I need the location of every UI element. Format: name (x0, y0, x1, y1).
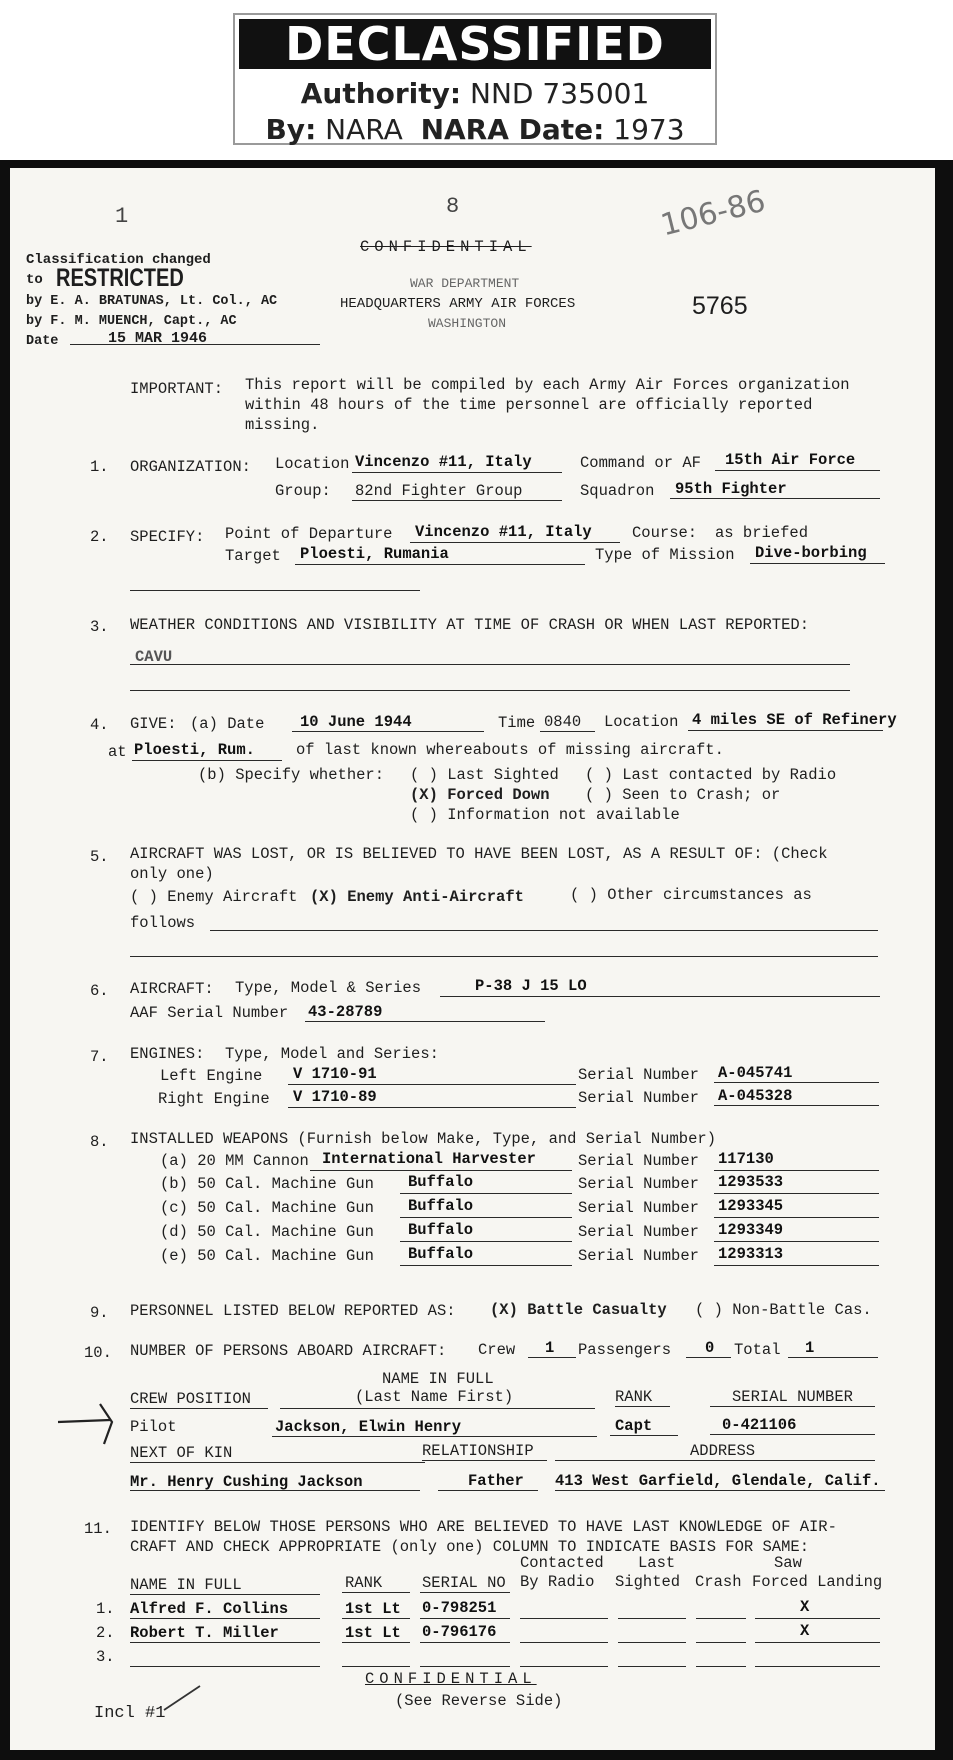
row-serial-line (420, 1618, 510, 1619)
hq-army-air-forces: HEADQUARTERS ARMY AIR FORCES (340, 296, 576, 312)
s10-nok-line (130, 1490, 420, 1491)
s4-at-value: Ploesti, Rum. (134, 741, 255, 759)
s3-line-2 (130, 690, 850, 691)
s11-h-saw: Saw (774, 1554, 802, 1572)
s3-line-1 (130, 664, 850, 665)
s10-total-label: Total (734, 1341, 781, 1359)
s7-right-serial: A-045328 (718, 1087, 793, 1105)
s5-follows: follows (130, 914, 196, 932)
s7-label: ENGINES: (130, 1045, 205, 1063)
weapon-label: (e) 50 Cal. Machine Gun (160, 1247, 374, 1265)
see-reverse-side: (See Reverse Side) (395, 1692, 563, 1710)
s4-time-line (540, 731, 595, 732)
s10-h-rank: RANK (615, 1388, 653, 1406)
s10-name: Jackson, Elwin Henry (275, 1418, 462, 1436)
s10-h-position-line (130, 1408, 268, 1409)
weapon-serial: 1293533 (718, 1173, 784, 1191)
s7-right-label: Right Engine (158, 1090, 270, 1108)
s10-position: Pilot (130, 1418, 177, 1436)
s10-h-name-2: (Last Name First) (355, 1388, 514, 1406)
row-crash-line (696, 1642, 746, 1643)
weapon-make-line (400, 1265, 572, 1266)
weapon-row (10, 1199, 935, 1223)
weapon-serial-line (714, 1241, 879, 1242)
row-rank-line (342, 1666, 410, 1667)
s10-passengers-line (686, 1357, 731, 1358)
row-rank-line (342, 1642, 410, 1643)
s4-give-label: GIVE: (130, 715, 177, 733)
s10-h-name-1: NAME IN FULL (382, 1370, 494, 1388)
row-serial: 0-796176 (422, 1623, 497, 1641)
s2-departure: Vincenzo #11, Italy (415, 523, 592, 541)
s1-group: 82nd Fighter Group (355, 482, 523, 500)
weapon-row (10, 1175, 935, 1199)
s1-group-label: Group: (275, 482, 331, 500)
weapon-serial: 117130 (718, 1150, 774, 1168)
s1-group-line (352, 500, 562, 501)
weapon-label: (b) 50 Cal. Machine Gun (160, 1175, 374, 1193)
row-radio-line (520, 1666, 608, 1667)
s7-left-label: Left Engine (160, 1067, 263, 1085)
row-forced-line (755, 1666, 880, 1667)
weapon-row (10, 1247, 935, 1271)
s5-follows-line (210, 930, 878, 931)
row-rank: 1st Lt (345, 1624, 401, 1642)
confidential-footer: CONFIDENTIAL (365, 1670, 537, 1688)
washington: WASHINGTON (428, 316, 507, 331)
confidential-header: CONFIDENTIAL (360, 238, 532, 256)
table-row (10, 1600, 935, 1624)
reclass-date-label: Date (26, 334, 59, 349)
s4-date: 10 June 1944 (300, 713, 412, 731)
row-sighted-line (618, 1618, 686, 1619)
s1-command-label: Command or AF (580, 454, 701, 472)
s2-target-line (295, 564, 585, 565)
row-name-line (130, 1618, 320, 1619)
weapon-label: (c) 50 Cal. Machine Gun (160, 1199, 374, 1217)
s4-location-label: Location (604, 713, 679, 731)
s2-mission-line (750, 563, 885, 564)
weapon-serial-label: Serial Number (578, 1152, 699, 1170)
s11-h-radio: By Radio (520, 1573, 595, 1591)
pen-check-mark (50, 1398, 140, 1448)
s4-at-label: at (108, 743, 127, 761)
reclass-date: 15 MAR 1946 (108, 330, 208, 347)
s4-location-line (688, 730, 883, 731)
declassified-stamp (233, 13, 717, 145)
weapon-serial: 1293345 (718, 1197, 784, 1215)
weapon-make: Buffalo (408, 1221, 474, 1239)
weapon-make: Buffalo (408, 1173, 474, 1191)
s6-num: 6. (90, 982, 109, 1000)
s4-opt-seen-crash: ( ) Seen to Crash; or (585, 786, 781, 804)
stamp-by-label: By: (265, 113, 317, 146)
s10-nok-header-line (130, 1462, 425, 1463)
s11-h-crash: Crash (695, 1573, 742, 1591)
s5-opt-anti-aircraft: (X) Enemy Anti-Aircraft (310, 888, 524, 906)
s10-nok-label: NEXT OF KIN (130, 1444, 233, 1462)
weapon-make-line (400, 1217, 572, 1218)
s1-location-label: Location (275, 455, 350, 473)
s1-squadron: 95th Fighter (675, 480, 787, 498)
s2-label: SPECIFY: (130, 528, 205, 546)
s4-opt-not-available: ( ) Information not available (410, 806, 680, 824)
war-department: WAR DEPARTMENT (410, 276, 520, 291)
s11-h-last: Last (638, 1554, 676, 1572)
s9-num: 9. (90, 1304, 109, 1322)
s5-line-extra (130, 956, 878, 957)
s4-specify-label: (b) Specify whether: (198, 766, 385, 784)
s8-label: INSTALLED WEAPONS (Furnish below Make, Type, and Serial Number) (130, 1130, 716, 1148)
s1-label: ORGANIZATION: (130, 458, 251, 476)
s11-h-forced: Forced Landing (752, 1573, 883, 1591)
weapon-make: Buffalo (408, 1197, 474, 1215)
weapon-label: (a) 20 MM Cannon (160, 1152, 309, 1170)
s10-relationship: Father (468, 1472, 524, 1490)
s9-text: PERSONNEL LISTED BELOW REPORTED AS: (130, 1302, 456, 1320)
s11-h-contacted: Contacted (520, 1554, 604, 1572)
weapon-serial-line (714, 1170, 879, 1171)
s4-date-line (292, 731, 484, 732)
inclosure-label: Incl #1 (94, 1704, 166, 1723)
s6-serial: 43-28789 (308, 1003, 383, 1021)
s10-h-position: CREW POSITION (130, 1390, 251, 1408)
row-name-line (130, 1666, 320, 1667)
row-crash-line (696, 1618, 746, 1619)
s10-crew-label: Crew (478, 1341, 516, 1359)
s1-squadron-line (670, 498, 880, 499)
s4-opt-forced-down: (X) Forced Down (410, 786, 550, 804)
s10-label: NUMBER OF PERSONS ABOARD AIRCRAFT: (130, 1342, 447, 1360)
weapon-make-line (400, 1193, 572, 1194)
s4-date-label: (a) Date (190, 715, 265, 733)
s6-label: AIRCRAFT: (130, 980, 214, 998)
important-line-3: missing. (245, 416, 320, 434)
s11-line-1: IDENTIFY BELOW THOSE PERSONS WHO ARE BELIEVED TO HAVE LAST KNOWLEDGE OF AIR- (130, 1518, 837, 1536)
s7-right: V 1710-89 (293, 1088, 377, 1106)
weapon-make: International Harvester (322, 1150, 536, 1168)
stamp-by-line (235, 113, 715, 146)
s11-h-serial: SERIAL NO (422, 1574, 506, 1592)
s6-serial-label: AAF Serial Number (130, 1004, 289, 1022)
row-rank-line (342, 1618, 410, 1619)
s5-opt-other: ( ) Other circumstances as (570, 886, 812, 904)
s1-location: Vincenzo #11, Italy (355, 453, 532, 471)
s5-line-1: AIRCRAFT WAS LOST, OR IS BELIEVED TO HAVE BEEN LOST, AS A RESULT OF: (Check (130, 845, 828, 863)
s2-departure-line (410, 542, 620, 543)
weapon-serial-line (714, 1265, 879, 1266)
s5-opt-enemy-aircraft: ( ) Enemy Aircraft (130, 888, 298, 906)
s7-left-serial: A-045741 (718, 1064, 793, 1082)
restricted-stamp: RESTRICTED (56, 264, 184, 292)
s10-total: 1 (805, 1339, 815, 1357)
row-rank: 1st Lt (345, 1600, 401, 1618)
s7-right-line (288, 1107, 576, 1108)
row-radio-line (520, 1618, 608, 1619)
s2-departure-label: Point of Departure (225, 525, 393, 543)
s7-left-line (288, 1084, 576, 1085)
s11-h-name: NAME IN FULL (130, 1576, 242, 1594)
s7-left: V 1710-91 (293, 1065, 377, 1083)
row-serial-line (420, 1642, 510, 1643)
s10-serial-line (710, 1434, 875, 1435)
s10-total-line (788, 1357, 878, 1358)
stamp-date-label: NARA Date: (420, 113, 605, 146)
s11-h-rank-line (342, 1592, 410, 1593)
row-forced-line (755, 1618, 880, 1619)
s7-type-label: Type, Model and Series: (225, 1045, 439, 1063)
s11-h-serial-line (420, 1592, 510, 1593)
s5-num: 5. (90, 848, 109, 866)
important-line-2: within 48 hours of the time personnel are officially reported (245, 396, 813, 414)
s10-h-rank-line (615, 1406, 670, 1407)
s10-rank-line (610, 1435, 678, 1436)
s10-address: 413 West Garfield, Glendale, Calif. (555, 1472, 881, 1490)
reclass-by-1: by E. A. BRATUNAS, Lt. Col., AC (26, 294, 278, 309)
weapon-serial-label: Serial Number (578, 1247, 699, 1265)
s1-squadron-label: Squadron (580, 482, 655, 500)
s7-num: 7. (90, 1048, 109, 1066)
s2-target: Ploesti, Rumania (300, 545, 449, 563)
stamp-authority-value: NND 735001 (470, 77, 650, 110)
reclass-date-line (70, 344, 320, 345)
s10-passengers: 0 (705, 1339, 715, 1357)
classification-to: to (26, 272, 43, 288)
s2-target-label: Target (225, 547, 281, 565)
weapon-make-line (400, 1241, 572, 1242)
weapon-make-line (310, 1170, 572, 1171)
s11-table (10, 1600, 935, 1680)
weapon-label: (d) 50 Cal. Machine Gun (160, 1223, 374, 1241)
weapon-row (10, 1223, 935, 1247)
pen-tick-mark (160, 1682, 210, 1718)
s3-num: 3. (90, 618, 109, 636)
s4-opt-last-sighted: ( ) Last Sighted (410, 766, 559, 784)
s11-line-2: CRAFT AND CHECK APPROPRIATE (only one) COLUMN TO INDICATE BASIS FOR SAME: (130, 1538, 810, 1556)
s1-location-line (352, 472, 562, 473)
weapon-serial-label: Serial Number (578, 1223, 699, 1241)
s4-time: 0840 (544, 713, 582, 731)
row-serial-line (420, 1666, 510, 1667)
s4-location: 4 miles SE of Refinery (692, 711, 897, 729)
s2-mission-label: Type of Mission (595, 546, 735, 564)
s9-opt-battle: (X) Battle Casualty (490, 1301, 667, 1319)
report-number: 5765 (692, 292, 748, 320)
s1-command-line (715, 470, 880, 471)
row-serial: 0-798251 (422, 1599, 497, 1617)
reclass-by-2: by F. M. MUENCH, Capt., AC (26, 314, 237, 329)
handwritten-file-number: 106-86 (657, 183, 769, 244)
classification-changed: Classification changed (26, 252, 211, 268)
s10-rel-header-line (422, 1460, 547, 1461)
table-row (10, 1624, 935, 1648)
s4-at-line (132, 760, 282, 761)
row-num: 2. (96, 1624, 115, 1642)
stamp-date-value: 1973 (613, 113, 685, 146)
row-name-line (130, 1642, 320, 1643)
s6-type: P-38 J 15 LO (475, 977, 587, 995)
s4-time-label: Time (498, 714, 536, 732)
s2-course-label: Course: (632, 524, 698, 542)
row-num: 1. (96, 1600, 115, 1618)
s10-h-serial: SERIAL NUMBER (732, 1388, 853, 1406)
s10-addr-header-line (555, 1460, 875, 1461)
s11-h-rank: RANK (345, 1574, 383, 1592)
row-sighted-line (618, 1642, 686, 1643)
row-name: Alfred F. Collins (130, 1600, 289, 1618)
document-page (10, 168, 935, 1750)
s3-value: CAVU (135, 648, 173, 666)
s10-rel-label: RELATIONSHIP (422, 1442, 534, 1460)
corner-mark-left: 1 (115, 204, 129, 229)
weapon-serial-line (714, 1217, 879, 1218)
stamp-authority-label: Authority: (300, 77, 462, 110)
stamp-by-value: NARA (325, 113, 403, 146)
s2-num: 2. (90, 528, 109, 546)
s6-type-label: Type, Model & Series (235, 979, 422, 997)
s10-addr-label: ADDRESS (690, 1442, 756, 1460)
s10-num: 10. (84, 1344, 112, 1362)
table-row (10, 1648, 935, 1672)
s10-address-line (555, 1490, 885, 1491)
s6-type-line (440, 996, 880, 997)
s10-rank: Capt (615, 1417, 653, 1435)
weapon-serial-line (714, 1193, 879, 1194)
s10-crew: 1 (545, 1339, 555, 1357)
important-label: IMPORTANT: (130, 380, 224, 398)
s10-h-serial-line (710, 1406, 875, 1407)
s4-whereabouts: of last known whereabouts of missing aircraft. (296, 741, 724, 759)
row-num: 3. (96, 1648, 115, 1666)
row-sighted-line (618, 1666, 686, 1667)
stamp-title: DECLASSIFIED (239, 19, 711, 69)
s11-num: 11. (84, 1520, 112, 1538)
weapon-serial-label: Serial Number (578, 1199, 699, 1217)
s8-num: 8. (90, 1133, 109, 1151)
stamp-authority-line (235, 77, 715, 110)
weapon-serial: 1293349 (718, 1221, 784, 1239)
s6-serial-line (305, 1021, 545, 1022)
s2-course: as briefed (715, 524, 809, 542)
weapon-serial: 1293313 (718, 1245, 784, 1263)
s10-relationship-line (438, 1490, 538, 1491)
corner-mark-center: 8 (446, 194, 460, 219)
s9-opt-non-battle: ( ) Non-Battle Cas. (695, 1301, 872, 1319)
s1-command: 15th Air Force (725, 451, 856, 469)
row-forced-mark: X (800, 1598, 810, 1616)
row-crash-line (696, 1666, 746, 1667)
s10-crew-line (528, 1357, 576, 1358)
important-line-1: This report will be compiled by each Army Air Forces organization (245, 376, 850, 394)
s3-text: WEATHER CONDITIONS AND VISIBILITY AT TIME OF CRASH OR WHEN LAST REPORTED: (130, 616, 810, 634)
s7-left-serial-label: Serial Number (578, 1066, 699, 1084)
s4-opt-last-contacted: ( ) Last contacted by Radio (585, 766, 837, 784)
weapon-serial-label: Serial Number (578, 1175, 699, 1193)
s11-h-name-line (130, 1594, 320, 1595)
s7-right-serial-label: Serial Number (578, 1089, 699, 1107)
row-radio-line (520, 1642, 608, 1643)
s2-extra-line (130, 590, 420, 591)
s4-num: 4. (90, 716, 109, 734)
row-forced-mark: X (800, 1622, 810, 1640)
s10-serial: 0-421106 (722, 1416, 797, 1434)
s5-line-2: only one) (130, 865, 214, 883)
s10-h-name-line (280, 1408, 595, 1409)
s7-right-serial-line (714, 1105, 879, 1106)
weapon-make: Buffalo (408, 1245, 474, 1263)
s7-left-serial-line (714, 1082, 879, 1083)
s11-h-sighted: Sighted (615, 1573, 681, 1591)
s10-passengers-label: Passengers (578, 1341, 672, 1359)
row-forced-line (755, 1642, 880, 1643)
s10-nok: Mr. Henry Cushing Jackson (130, 1473, 363, 1491)
s1-num: 1. (90, 458, 109, 476)
s2-mission: Dive-borbing (755, 544, 867, 562)
row-name: Robert T. Miller (130, 1624, 279, 1642)
s10-name-line (272, 1436, 597, 1437)
